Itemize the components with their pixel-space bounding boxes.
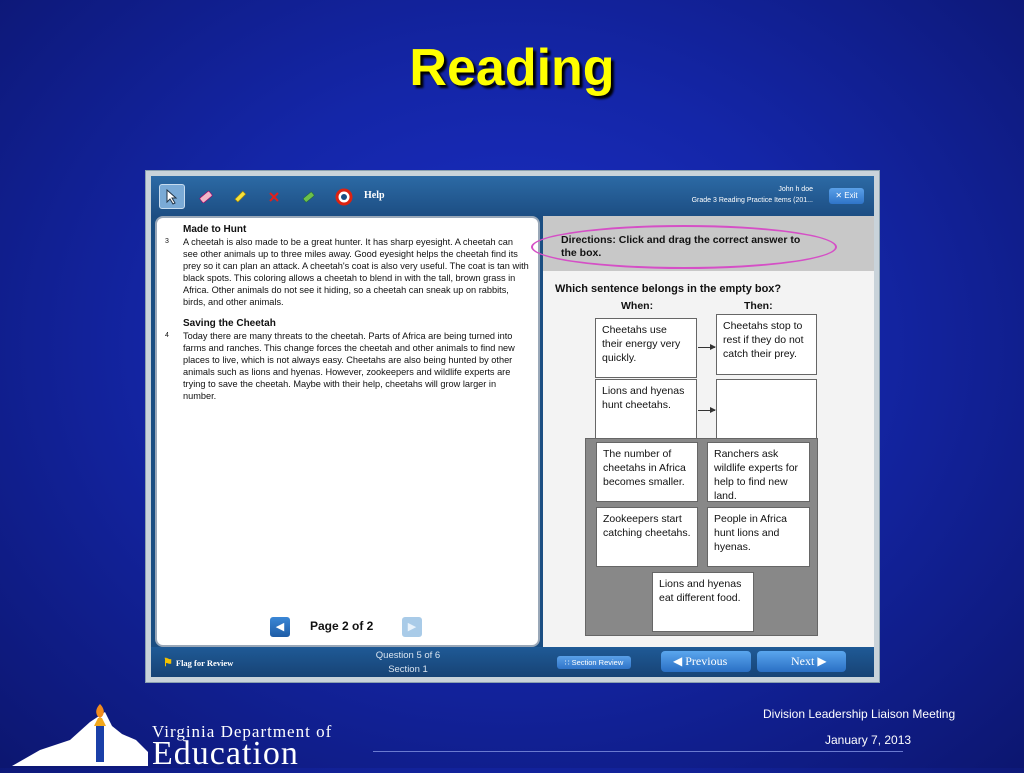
question-panel [543, 216, 874, 647]
strikeout-icon[interactable] [261, 184, 287, 209]
section-review-button[interactable] [557, 656, 631, 669]
virginia-torch-logo [10, 700, 150, 768]
next-label: Next [791, 654, 815, 668]
answer-option[interactable]: Ranchers ask wildlife experts for help to find new land. [707, 442, 810, 502]
test-app-window [151, 176, 874, 677]
empty-drop-box[interactable] [716, 379, 817, 439]
help-icon[interactable] [331, 184, 357, 209]
footer-divider [373, 751, 903, 752]
section-review-label: Section Review [571, 658, 624, 667]
then-header: Then: [744, 300, 773, 312]
answer-option[interactable]: Lions and hyenas eat different food. [652, 572, 754, 632]
section-heading: Saving the Cheetah [183, 318, 276, 329]
flag-for-review-button[interactable] [163, 656, 233, 669]
directions-text: Directions: Click and drag the correct answer to the box. [561, 234, 801, 259]
status-bar [151, 647, 874, 677]
prev-page-button[interactable]: ◀ [270, 617, 290, 637]
section-label: Section 1 [388, 664, 428, 675]
passage-text [165, 224, 530, 402]
question-info [348, 649, 468, 677]
page-indicator: Page 2 of 2 [310, 619, 374, 633]
right-triangle-icon: ▶ [817, 654, 827, 668]
logo-line-2: Education [152, 735, 299, 772]
toolbar [151, 176, 874, 217]
grid-icon: ∷ [564, 658, 572, 667]
pointer-icon[interactable] [159, 184, 185, 209]
footer-meeting: Division Leadership Liaison Meeting [763, 707, 956, 721]
passage-panel [155, 216, 540, 647]
paragraph-number: 3 [165, 238, 169, 245]
arrow-icon [698, 347, 715, 348]
user-info [692, 184, 813, 206]
help-label[interactable]: Help [364, 190, 385, 201]
question-count: Question 5 of 6 [375, 650, 441, 661]
logo-line-1: Virginia Department of [152, 722, 333, 741]
paragraph [165, 236, 530, 308]
paragraph-number: 4 [165, 332, 169, 339]
answer-option[interactable]: Zookeepers start catching cheetahs. [596, 507, 698, 567]
previous-label: Previous [685, 654, 728, 668]
section-heading: Made to Hunt [183, 224, 247, 235]
then-box-1: Cheetahs stop to rest if they do not catch their prey. [716, 314, 817, 375]
next-page-button[interactable]: ▶ [402, 617, 422, 637]
eraser-icon[interactable] [193, 184, 219, 209]
footer-date: January 7, 2013 [825, 733, 912, 747]
when-header: When: [621, 300, 654, 312]
left-triangle-icon: ◀ [673, 654, 683, 668]
marker-icon[interactable] [295, 184, 321, 209]
pager [157, 617, 538, 639]
exit-button[interactable]: ✕ Exit [829, 188, 864, 204]
screenshot-frame [145, 170, 880, 683]
highlight-oval [531, 225, 837, 269]
directions-bar [543, 216, 874, 271]
user-name: John h doe [778, 186, 813, 193]
flag-icon: ⚑ [163, 657, 173, 669]
when-box-2: Lions and hyenas hunt cheetahs. [595, 379, 697, 439]
paragraph [165, 330, 530, 402]
paragraph-text: Today there are many threats to the cheetah. Parts of Africa are being turned into farms and ranches. This change forces the cheetah and other animals to find new places to live, which is not always easy. Cheetahs are also being hunted by other animals such as lions and hyenas. However, zookeepers and wildlife experts are trying to save the cheetah. Maybe with their help, cheetahs will grow larger in number. [183, 331, 515, 401]
question-prompt: Which sentence belongs in the empty box? [555, 283, 782, 295]
slide-title: Reading [409, 39, 615, 97]
when-box-1: Cheetahs use their energy very quickly. [595, 318, 697, 378]
next-button[interactable] [757, 651, 846, 672]
previous-button[interactable] [661, 651, 751, 672]
flag-label: Flag for Review [175, 658, 234, 668]
answer-option[interactable]: The number of cheetahs in Africa becomes smaller. [596, 442, 698, 502]
answer-bank [585, 438, 818, 636]
test-name: Grade 3 Reading Practice Items (201... [691, 197, 813, 204]
highlighter-icon[interactable] [227, 184, 253, 209]
answer-option[interactable]: People in Africa hunt lions and hyenas. [707, 507, 810, 567]
arrow-icon [698, 410, 715, 411]
paragraph-text: A cheetah is also made to be a great hunter. It has sharp eyesight. A cheetah can see other animals up to three miles away. Good eyesight helps the cheetah find its prey so it can plan an attack. A cheetah's coat is also very useful. The coat is tan with black spots. This coloring allows a cheetah to blend in with the tall, brown grass in Africa. Other animals do not see it hiding, so a cheetah can sneak up on rabbits, birds, and other animals. [183, 237, 529, 307]
